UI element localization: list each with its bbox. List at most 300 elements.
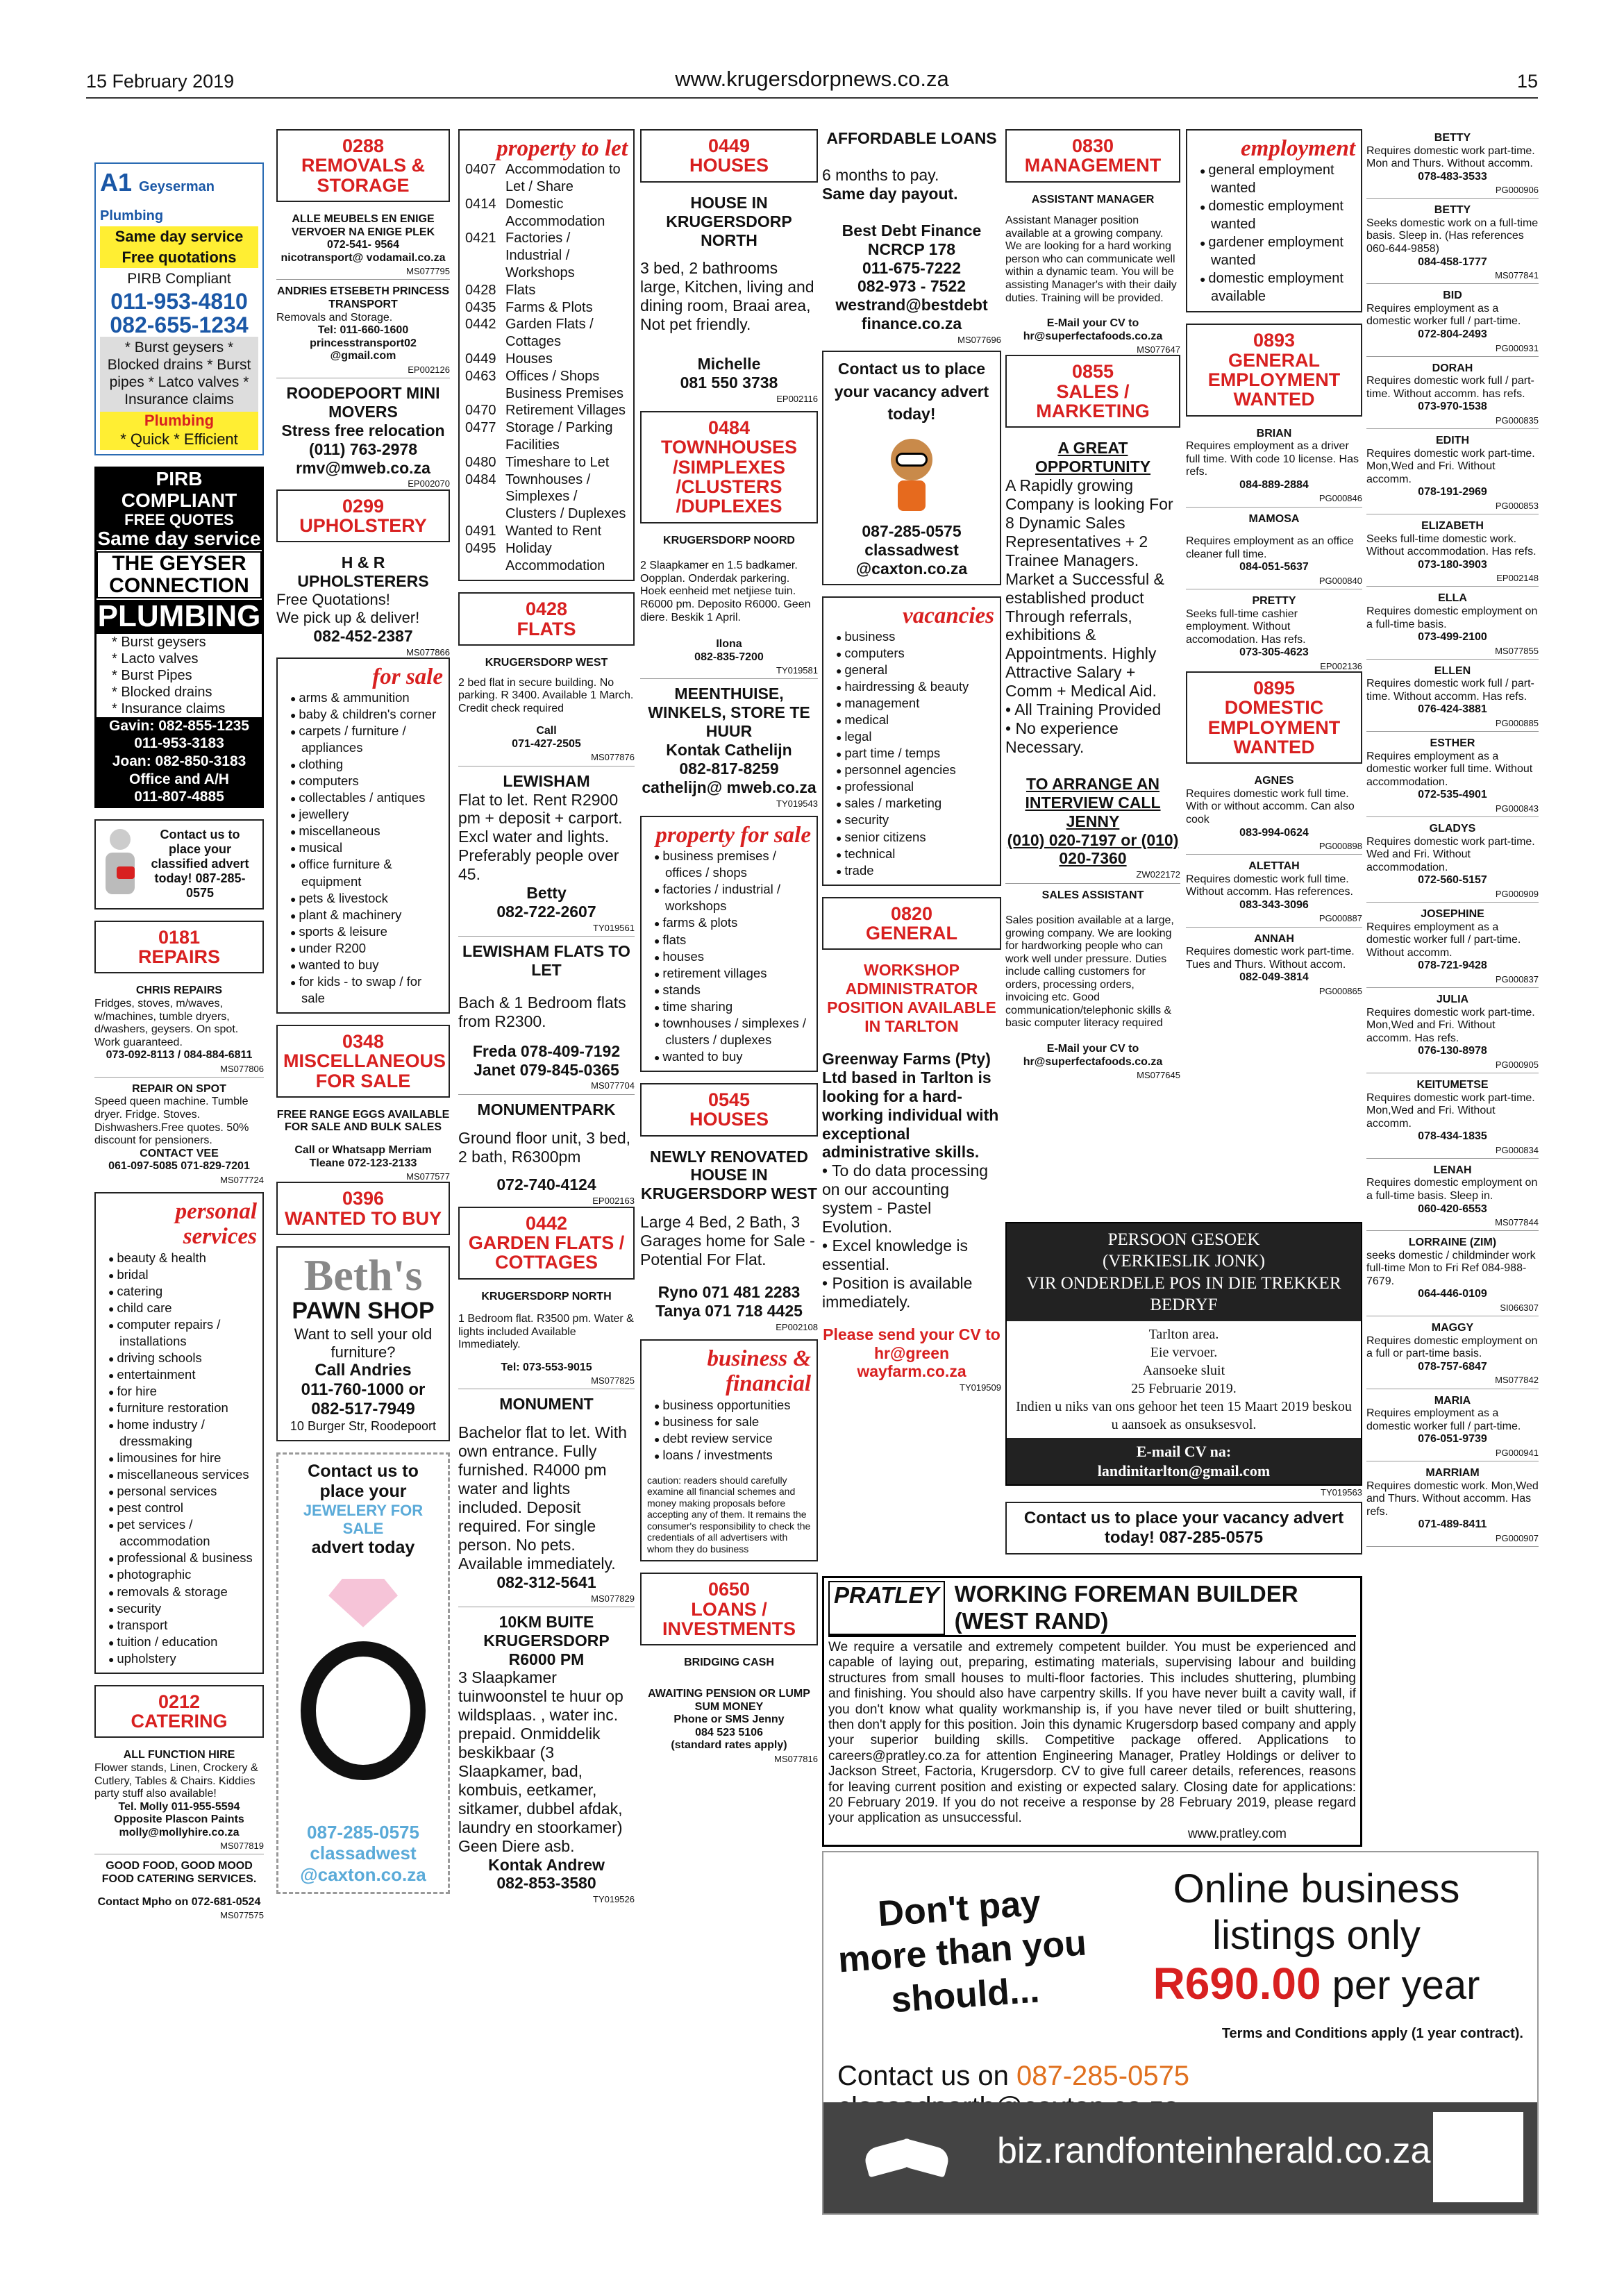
ad-separator bbox=[1366, 356, 1539, 357]
ad-name: 10KM BUITE KRUGERSDORP R6000 PM bbox=[483, 1612, 610, 1668]
ad-phone[interactable]: Freda 078-409-7192 Janet 079-845-0365 bbox=[472, 1041, 621, 1079]
ad-separator bbox=[1366, 1546, 1539, 1547]
ad-phone[interactable]: Tel. Molly 011-955-5594 bbox=[118, 1800, 240, 1813]
category-item[interactable]: ● gardener employment wanted bbox=[1197, 233, 1355, 269]
section-0396 bbox=[276, 1182, 450, 1235]
section-number: 0442 bbox=[525, 1212, 568, 1234]
biz-phone[interactable]: 087-285-0575 bbox=[1016, 2061, 1190, 2091]
category-item[interactable]: ● time sharing bbox=[651, 998, 811, 1015]
section-0299 bbox=[276, 489, 450, 543]
ad-code: PG000843 bbox=[1495, 803, 1539, 814]
ad-email[interactable]: rmv@mweb.co.za bbox=[296, 458, 430, 477]
ad-phone[interactable]: Tel: 011-660-1600 bbox=[317, 324, 409, 337]
ad-separator bbox=[1366, 428, 1539, 429]
ad-email[interactable]: cathelijn@ mweb.co.za bbox=[642, 778, 817, 796]
ad-phone[interactable]: 081 550 3738 bbox=[680, 373, 778, 392]
section-heading: personal services bbox=[175, 1198, 257, 1250]
ad-contact: Michelle bbox=[697, 355, 761, 374]
category-item[interactable]: ● computer repairs / installations bbox=[106, 1316, 257, 1350]
category-item[interactable]: ● farms & plots bbox=[651, 914, 811, 931]
jewel-email[interactable]: @caxton.co.za bbox=[300, 1863, 426, 1885]
ad-phone[interactable]: 071-427-2505 bbox=[512, 737, 581, 750]
ad-code: MS077696 bbox=[957, 335, 1001, 346]
category-item[interactable]: ● factories / industrial / workshops bbox=[651, 881, 811, 914]
category-item[interactable]: ● sports & leisure bbox=[287, 923, 443, 940]
category-item[interactable]: ● bridal bbox=[106, 1266, 257, 1283]
ad-name: AGNES bbox=[1254, 775, 1294, 787]
pratley-url[interactable]: www.pratley.com bbox=[1187, 1826, 1287, 1841]
jewellery-contact-ad bbox=[276, 1452, 450, 1894]
category-item[interactable]: ● catering bbox=[106, 1283, 257, 1300]
ad-name: JOSEPHINE bbox=[1421, 908, 1484, 921]
ad-phone[interactable]: 082-452-2387 bbox=[313, 626, 413, 645]
page-header bbox=[86, 67, 1538, 94]
ad-code: EP002126 bbox=[408, 364, 450, 375]
category-item[interactable]: ● plant & machinery bbox=[287, 907, 443, 923]
ad-name: ROODEPOORT MINI MOVERS bbox=[286, 383, 440, 421]
category-item[interactable]: ● domestic employment available bbox=[1197, 269, 1355, 305]
ad-note: (standard rates apply) bbox=[671, 1739, 787, 1752]
persoon-email[interactable]: landinitarlton@gmail.com bbox=[1097, 1461, 1271, 1480]
ad-phone[interactable]: 084-458-1777 bbox=[1418, 255, 1487, 268]
ad-body: Requires employment as a domestic worker full / part-time. bbox=[1366, 302, 1521, 328]
ad-body: Fridges, stoves, m/waves, w/machines, tumble dryers, d/washers, geysers. On spot. Work guaranteed. bbox=[94, 998, 239, 1048]
ad-code: EP002136 bbox=[1320, 660, 1362, 671]
ad-code: PG000906 bbox=[1495, 185, 1539, 196]
category-number: 0480 bbox=[465, 454, 496, 470]
ad-name: JULIA bbox=[1436, 994, 1469, 1006]
ad-phone[interactable]: (011) 763-2978 bbox=[308, 439, 417, 458]
column-8 bbox=[1366, 132, 1539, 1552]
section-number: 0396 bbox=[342, 1188, 385, 1209]
ad-name: REPAIR ON SPOT bbox=[132, 1082, 226, 1095]
ad-email[interactable]: E-Mail your CV to hr@superfectafoods.co.za bbox=[1023, 317, 1163, 342]
contact-web: classadwest bbox=[864, 540, 959, 559]
ad-contact[interactable]: Contact Mpho on 072-681-0524 bbox=[97, 1895, 261, 1908]
category-number: 0407 bbox=[465, 162, 496, 178]
ad-phone[interactable]: 084 523 5106 bbox=[695, 1726, 763, 1738]
beths-phone[interactable]: 011-760-1000 or 082-517-7949 bbox=[301, 1380, 426, 1419]
category-item[interactable]: ● jewellery bbox=[287, 806, 443, 823]
category-item[interactable]: ● beauty & health bbox=[106, 1250, 257, 1266]
section-number: 0650 bbox=[708, 1579, 751, 1600]
category-item[interactable]: ● removals & storage bbox=[106, 1584, 257, 1600]
persoon-line: Eie vervoer. bbox=[1150, 1345, 1218, 1360]
geyser-contact[interactable]: Gavin: 082-855-1235 bbox=[109, 717, 249, 734]
ad-phone[interactable]: 078-434-1835 bbox=[1418, 1130, 1487, 1143]
ad-separator bbox=[1366, 1158, 1539, 1159]
category-item[interactable] bbox=[465, 161, 628, 196]
beths-line: Want to sell your old furniture? bbox=[294, 1325, 433, 1361]
jewel-phone[interactable]: 087-285-0575 bbox=[307, 1821, 419, 1843]
ad-body: Requires domestic work full time. With or without accomm. Can also cook bbox=[1186, 787, 1355, 826]
category-item[interactable]: ● computers bbox=[833, 645, 994, 662]
classified-ad bbox=[1366, 290, 1539, 356]
ad-name: MONUMENTPARK bbox=[477, 1100, 616, 1118]
ad-phone[interactable]: 071-489-8411 bbox=[1418, 1518, 1487, 1531]
ad-name: PRETTY bbox=[1252, 595, 1296, 607]
ad-name: GOOD FOOD, GOOD MOOD FOOD CATERING SERVICES. bbox=[101, 1860, 257, 1885]
ad-phone[interactable]: 072-804-2493 bbox=[1418, 328, 1487, 340]
ad-code: MS077645 bbox=[1137, 1070, 1180, 1081]
ad-phone[interactable]: 072-541- 9564 bbox=[326, 239, 400, 251]
category-item[interactable]: ● pest control bbox=[106, 1500, 257, 1516]
ad-body: Assistant Manager position available at a growing company. We are looking for a hard working person who can communicate well within a dynamic team. You will be assisting Manager's with their daily duties. Training will be provided. bbox=[1005, 215, 1177, 304]
section-number: 0895 bbox=[1253, 677, 1296, 698]
ad-body: 2 bed flat in secure building. No parking. R 3400. Available 1 March. Credit check required bbox=[458, 676, 634, 714]
category-item[interactable] bbox=[465, 540, 628, 575]
category-item[interactable]: ● trade bbox=[833, 862, 994, 879]
category-item[interactable] bbox=[465, 368, 628, 403]
ad-phone[interactable]: 073-499-2100 bbox=[1418, 631, 1487, 644]
beths-name: PAWN SHOP bbox=[292, 1298, 435, 1325]
category-item[interactable]: ● senior citizens bbox=[833, 829, 994, 846]
ad-contact: Betty bbox=[526, 884, 567, 903]
beths-call: Call Andries bbox=[315, 1361, 412, 1380]
ad-phone[interactable]: 011-675-7222 bbox=[862, 258, 961, 277]
ad-code: PG000835 bbox=[1495, 414, 1539, 426]
category-item[interactable]: ● medical bbox=[833, 712, 994, 728]
category-item[interactable]: ● collectables / antiques bbox=[287, 789, 443, 806]
category-item[interactable]: ● limousines for hire bbox=[106, 1450, 257, 1466]
ad-contact: Ilona bbox=[716, 638, 742, 651]
ad-phone[interactable]: 076-130-8978 bbox=[1418, 1045, 1487, 1057]
category-item[interactable]: ● part time / temps bbox=[833, 745, 994, 762]
ad-phone[interactable]: 082-722-2607 bbox=[496, 902, 596, 921]
issue-date: 15 February 2019 bbox=[86, 71, 235, 92]
ad-separator bbox=[1366, 659, 1539, 660]
category-item[interactable]: ● musical bbox=[287, 839, 443, 856]
geyser-contact[interactable]: 011-953-3183 bbox=[134, 735, 224, 752]
geyser-contact[interactable]: Joan: 082-850-3183 bbox=[112, 753, 246, 769]
category-item[interactable] bbox=[465, 471, 628, 523]
category-item[interactable]: ● for hire bbox=[106, 1383, 257, 1400]
ad-phone[interactable]: Tel: 073-553-9015 bbox=[501, 1361, 592, 1373]
column-6 bbox=[1005, 129, 1180, 1080]
page-number: 15 bbox=[1516, 71, 1538, 92]
category-number: 0470 bbox=[465, 403, 496, 419]
property-for-sale-list bbox=[647, 848, 811, 1065]
ad-separator bbox=[1366, 198, 1539, 199]
category-item[interactable]: ● personal services bbox=[106, 1483, 257, 1500]
classified-ad bbox=[1366, 1467, 1539, 1547]
persoon-line: 25 Februarie 2019. bbox=[1131, 1381, 1237, 1396]
category-item[interactable] bbox=[465, 316, 628, 351]
ad-contact[interactable]: Call or Whatsapp Merriam Tleane 072-123-2133 bbox=[294, 1144, 432, 1169]
category-item[interactable]: ● professional bbox=[833, 778, 994, 795]
section-title: MANAGEMENT bbox=[1024, 155, 1162, 176]
site-url[interactable]: www.krugersdorpnews.co.za bbox=[675, 67, 949, 91]
ad-code: PG000885 bbox=[1495, 718, 1539, 729]
category-item[interactable] bbox=[465, 419, 628, 454]
category-item[interactable]: ● personnel agencies bbox=[833, 762, 994, 778]
ad-code: MS077819 bbox=[220, 1841, 264, 1852]
classified-ad bbox=[1366, 1395, 1539, 1461]
category-item[interactable] bbox=[465, 196, 628, 231]
ad-name: MARRIAM bbox=[1425, 1467, 1480, 1480]
category-item[interactable]: ● baby & children's corner bbox=[287, 706, 443, 723]
ad-phone[interactable]: 060-420-6553 bbox=[1418, 1203, 1487, 1215]
geyser-plumbing: PLUMBING bbox=[97, 599, 261, 634]
ad-email[interactable]: westrand@bestdebt finance.co.za bbox=[835, 296, 988, 333]
ad-separator bbox=[1366, 1230, 1539, 1231]
section-title: WANTED TO BUY bbox=[284, 1207, 442, 1229]
ad-phone[interactable]: 061-097-5085 071-829-7201 bbox=[108, 1160, 250, 1173]
category-item[interactable] bbox=[465, 351, 628, 368]
classified-ad bbox=[1366, 1322, 1539, 1389]
section-0212 bbox=[94, 1685, 264, 1738]
category-item[interactable]: ● pets & livestock bbox=[287, 890, 443, 907]
category-label: Retirement Villages bbox=[505, 403, 626, 419]
ad-name: KRUGERSDORP NOORD bbox=[663, 534, 795, 546]
category-item[interactable]: ● townhouses / simplexes / clusters / duplexes bbox=[651, 1015, 811, 1048]
category-item[interactable]: ● professional & business bbox=[106, 1550, 257, 1566]
ad-body: Requires employment as a driver full time. With code 10 license. Has refs. bbox=[1186, 440, 1359, 478]
ad-body: Requires domestic work part-time. Mon,Wed and Fri. Without accomm. Has refs. bbox=[1366, 1006, 1535, 1044]
geyser-connection-ad bbox=[94, 467, 264, 808]
category-item[interactable]: ● hairdressing & beauty bbox=[833, 678, 994, 695]
ad-body: seeks domestic / childminder work full-time Mon to Fri Ref 084-988-7679. bbox=[1366, 1249, 1536, 1287]
ad-code: EP002070 bbox=[408, 478, 450, 489]
ad-name: ELLA bbox=[1438, 592, 1467, 605]
ad-name: ANDRIES ETSEBETH PRINCESS TRANSPORT bbox=[276, 285, 450, 310]
column-1 bbox=[94, 129, 264, 1920]
category-item[interactable]: ● wanted to buy bbox=[651, 1048, 811, 1065]
ad-body: Requires domestic work part-time. Mon and Thurs. Without accomm. bbox=[1366, 144, 1535, 170]
ad-phone[interactable]: Ryno 071 481 2283 Tanya 071 718 4425 bbox=[655, 1283, 803, 1320]
ad-body: Requires domestic work part-time. Wed and Fri. Without accommodation. bbox=[1366, 835, 1535, 873]
category-item[interactable]: ● retirement villages bbox=[651, 965, 811, 982]
biz-online: Online business listings only bbox=[1173, 1866, 1460, 1958]
classified-ad bbox=[1366, 204, 1539, 284]
a1-quick: * Quick * Efficient bbox=[100, 429, 258, 450]
category-number: 0442 bbox=[465, 317, 496, 333]
category-item[interactable]: ● debt review service bbox=[651, 1430, 811, 1447]
ad-contact: Kontak Andrew bbox=[488, 1855, 605, 1874]
section-number: 0212 bbox=[158, 1691, 201, 1712]
category-item[interactable]: ● carpets / furniture / appliances bbox=[287, 723, 443, 756]
ad-phone[interactable]: 073-970-1538 bbox=[1418, 401, 1487, 413]
a1-quotes: Free quotations bbox=[100, 247, 258, 268]
ad-body: Speed queen machine. Tumble dryer. Fridge. Stoves. Dishwashers.Free quotes. 50% discount for pensioners. bbox=[94, 1096, 249, 1147]
category-number: 0495 bbox=[465, 540, 496, 556]
for-sale-index bbox=[276, 657, 450, 1014]
category-item[interactable]: ● for kids - to swap / for sale bbox=[287, 973, 443, 1007]
category-item[interactable]: ● flats bbox=[651, 932, 811, 948]
category-item[interactable]: ● wanted to buy bbox=[287, 957, 443, 973]
ad-body: Requires domestic work part-time. Mon,Wed and Fri. Without accomm. bbox=[1366, 447, 1535, 485]
classified-ad bbox=[1366, 994, 1539, 1073]
category-item[interactable]: ● stands bbox=[651, 982, 811, 998]
category-item[interactable]: ● driving schools bbox=[106, 1350, 257, 1366]
ad-phone[interactable]: 073-092-8113 / 084-884-6811 bbox=[106, 1049, 253, 1062]
ad-phone[interactable]: 078-191-2969 bbox=[1418, 486, 1487, 498]
ad-code: EP002108 bbox=[776, 1321, 818, 1332]
ad-body: Requires domestic employment on a full-time basis. Sleep in. bbox=[1366, 1177, 1538, 1202]
category-item[interactable]: ● computers bbox=[287, 773, 443, 789]
category-item[interactable]: ● miscellaneous bbox=[287, 823, 443, 839]
category-item[interactable]: ● entertainment bbox=[106, 1366, 257, 1383]
category-item[interactable]: ● business premises / offices / shops bbox=[651, 848, 811, 881]
qr-code-icon[interactable] bbox=[1433, 2112, 1523, 2202]
ad-phone[interactable]: 083-343-3096 bbox=[1239, 898, 1309, 911]
ad-phone[interactable]: 073-180-3903 bbox=[1418, 558, 1487, 571]
a1-phone-2[interactable]: 082-655-1234 bbox=[110, 312, 249, 337]
ad-code: PG000907 bbox=[1495, 1532, 1539, 1543]
business-listing-ad bbox=[822, 1851, 1539, 2215]
ad-name: ELLEN bbox=[1434, 664, 1471, 677]
geyser-contact[interactable]: 011-807-4885 bbox=[134, 789, 224, 805]
category-item[interactable]: ● business for sale bbox=[651, 1414, 811, 1430]
category-label: Holiday Accommodation bbox=[505, 540, 605, 573]
ad-name: BETTY bbox=[1434, 132, 1471, 144]
ad-email[interactable]: molly@mollyhire.co.za bbox=[119, 1826, 240, 1838]
section-number: 0484 bbox=[708, 417, 751, 439]
ad-phone[interactable]: 082-835-7200 bbox=[694, 651, 764, 663]
category-item[interactable]: ● office furniture & equipment bbox=[287, 856, 443, 889]
column-3 bbox=[458, 129, 635, 1905]
section-title: GARDEN FLATS / COTTAGES bbox=[468, 1232, 625, 1273]
section-0895 bbox=[1186, 671, 1362, 764]
classified-ad bbox=[1366, 665, 1539, 732]
ad-name: BRIDGING CASH bbox=[684, 1657, 774, 1669]
category-item[interactable]: ● general employment wanted bbox=[1197, 161, 1355, 197]
ad-body: A Rapidly growing Company is looking For 8 Dynamic Sales Representatives + 2 Trainee Managers. Market a Successful & established product Through referrals, exhibitions & Appointments. Highly Attractive Salary + Comm + Medical Aid. bbox=[1005, 476, 1173, 701]
ad-phone[interactable]: 078-757-6847 bbox=[1418, 1360, 1487, 1373]
ad-contact: CONTACT VEE bbox=[140, 1147, 219, 1159]
handshake-icon bbox=[865, 2130, 948, 2186]
category-item[interactable]: ● transport bbox=[106, 1617, 257, 1634]
category-item[interactable]: ● furniture restoration bbox=[106, 1400, 257, 1416]
a1-phone-1[interactable]: 011-953-4810 bbox=[110, 289, 248, 315]
ad-phone[interactable]: 083-994-0624 bbox=[1239, 826, 1309, 839]
ad-phone[interactable]: 082-049-3814 bbox=[1239, 971, 1309, 984]
category-item[interactable]: ● business bbox=[833, 628, 994, 645]
contact-email[interactable]: @caxton.co.za bbox=[855, 559, 968, 578]
phone-person-icon bbox=[101, 826, 139, 903]
section-number: 0288 bbox=[342, 135, 385, 156]
ad-body: Requires employment as a domestic worker full time. Without accommodation. bbox=[1366, 750, 1533, 788]
ad-phone[interactable]: 082-853-3580 bbox=[496, 1874, 596, 1893]
category-item[interactable]: ● tuition / education bbox=[106, 1634, 257, 1650]
category-label: Storage / Parking Facilities bbox=[505, 420, 613, 453]
ad-phone[interactable]: 073-305-4623 bbox=[1239, 646, 1309, 659]
category-item[interactable] bbox=[465, 230, 628, 281]
ad-code: MS077866 bbox=[406, 646, 450, 657]
ad-phone[interactable]: 076-051-9739 bbox=[1418, 1433, 1487, 1446]
category-item[interactable]: ● arms & ammunition bbox=[287, 689, 443, 706]
ad-apply[interactable]: Please send your CV to hr@green wayfarm.co.za bbox=[823, 1325, 1001, 1381]
section-number: 0299 bbox=[342, 495, 385, 517]
ad-bullet: • To do data processing on our accounting system - Pastel Evolution. bbox=[822, 1162, 989, 1237]
ad-body: Free Quotations! bbox=[276, 591, 390, 609]
category-item[interactable] bbox=[465, 523, 628, 540]
biz-url[interactable]: biz.randfonteinherald.co.za bbox=[997, 2131, 1431, 2171]
ad-phone[interactable]: 082-312-5641 bbox=[496, 1573, 596, 1591]
category-item[interactable]: ● upholstery bbox=[106, 1650, 257, 1667]
beths-logo: Beth's bbox=[303, 1250, 423, 1300]
ad-phone[interactable]: 084-051-5637 bbox=[1239, 561, 1309, 573]
category-item[interactable]: ● sales / marketing bbox=[833, 795, 994, 812]
ad-phone[interactable]: 064-446-0109 bbox=[1418, 1288, 1487, 1300]
category-item[interactable]: ● domestic employment wanted bbox=[1197, 197, 1355, 233]
ad-code: PG000931 bbox=[1495, 342, 1539, 353]
category-item[interactable]: ● pet services / accommodation bbox=[106, 1516, 257, 1550]
category-item[interactable] bbox=[465, 299, 628, 317]
ad-email[interactable]: nicotransport@ vodamail.co.za bbox=[281, 251, 446, 264]
ad-phone[interactable]: 072-740-4124 bbox=[496, 1175, 596, 1194]
for-sale-list bbox=[283, 689, 443, 1007]
beths-address: 10 Burger Str, Roodepoort bbox=[290, 1419, 437, 1434]
category-item[interactable]: ● child care bbox=[106, 1300, 257, 1316]
ad-name: DORAH bbox=[1432, 362, 1473, 374]
section-0428 bbox=[458, 592, 635, 646]
ad-code: PG000898 bbox=[1319, 841, 1362, 852]
ad-phone[interactable]: 072-560-5157 bbox=[1418, 874, 1487, 887]
category-item[interactable]: ● business opportunities bbox=[651, 1397, 811, 1414]
category-item[interactable]: ● management bbox=[833, 695, 994, 712]
ad-phone[interactable]: 078-483-3533 bbox=[1418, 170, 1487, 183]
ad-code: MS077816 bbox=[774, 1753, 818, 1764]
pratley-foreman-ad bbox=[822, 1576, 1362, 1847]
jewel-category: JEWELERY FOR SALE bbox=[303, 1502, 424, 1537]
ad-phone[interactable]: 072-535-4901 bbox=[1418, 789, 1487, 801]
ad-code: MS077825 bbox=[591, 1375, 635, 1386]
ad-phone[interactable]: 082-817-8259 bbox=[679, 759, 779, 778]
category-item[interactable]: ● miscellaneous services bbox=[106, 1466, 257, 1483]
contact-phone[interactable]: 087-285-0575 bbox=[862, 521, 962, 540]
category-item[interactable]: ● under R200 bbox=[287, 940, 443, 957]
ad-code: MS077577 bbox=[406, 1171, 450, 1182]
ad-code: PG000853 bbox=[1495, 500, 1539, 511]
category-item[interactable]: ● security bbox=[833, 812, 994, 828]
ad-tagline: Stress free relocation bbox=[281, 421, 445, 439]
ad-code: MS077829 bbox=[591, 1593, 635, 1604]
classified-ad bbox=[1366, 1237, 1539, 1316]
category-item[interactable]: ● general bbox=[833, 662, 994, 678]
section-0650 bbox=[640, 1573, 818, 1645]
ad-body: Requires employment as an office cleaner full time. bbox=[1186, 535, 1354, 560]
ad-email[interactable]: princesstransport02 @gmail.com bbox=[310, 337, 417, 362]
category-item[interactable] bbox=[465, 282, 628, 299]
ad-contact: Phone or SMS Jenny bbox=[673, 1713, 785, 1726]
ad-phone[interactable]: 084-889-2884 bbox=[1239, 478, 1309, 491]
category-item[interactable] bbox=[465, 454, 628, 471]
caution-note: caution: readers should carefully examine all financial schemes and money making proposals before accepting any of them. It remains the consumer's responsibility to check the credentials of all advertisers with whom they do business bbox=[647, 1474, 811, 1555]
category-item[interactable]: ● clothing bbox=[287, 756, 443, 773]
category-item[interactable]: ● technical bbox=[833, 846, 994, 862]
category-item[interactable]: ● home industry / dressmaking bbox=[106, 1416, 257, 1450]
ad-separator bbox=[1366, 283, 1539, 284]
geyser-name: THE GEYSER CONNECTION bbox=[97, 551, 262, 599]
ad-name: AFFORDABLE LOANS bbox=[826, 129, 997, 147]
ad-phone[interactable]: (010) 020-7197 or (010) 020-7360 bbox=[1007, 830, 1179, 868]
category-item[interactable]: ● legal bbox=[833, 728, 994, 745]
ad-email[interactable]: E-Mail your CV to hr@superfectafoods.co.za bbox=[1023, 1043, 1163, 1068]
category-item[interactable]: ● houses bbox=[651, 948, 811, 965]
section-number: 0820 bbox=[890, 903, 933, 924]
ad-phone[interactable]: 078-721-9428 bbox=[1418, 960, 1487, 972]
section-number: 0348 bbox=[342, 1030, 385, 1052]
category-item[interactable] bbox=[465, 402, 628, 419]
ad-phone[interactable]: 082-973 - 7522 bbox=[857, 277, 966, 296]
ad-name: FREE RANGE EGGS AVAILABLE FOR SALE AND BULK SALES bbox=[276, 1108, 450, 1134]
category-item[interactable]: ● security bbox=[106, 1600, 257, 1617]
category-item[interactable]: ● loans / investments bbox=[651, 1447, 811, 1464]
category-label: Farms & Plots bbox=[505, 299, 593, 315]
category-item[interactable]: ● photographic bbox=[106, 1566, 257, 1583]
ad-phone[interactable]: 076-424-3881 bbox=[1418, 703, 1487, 716]
